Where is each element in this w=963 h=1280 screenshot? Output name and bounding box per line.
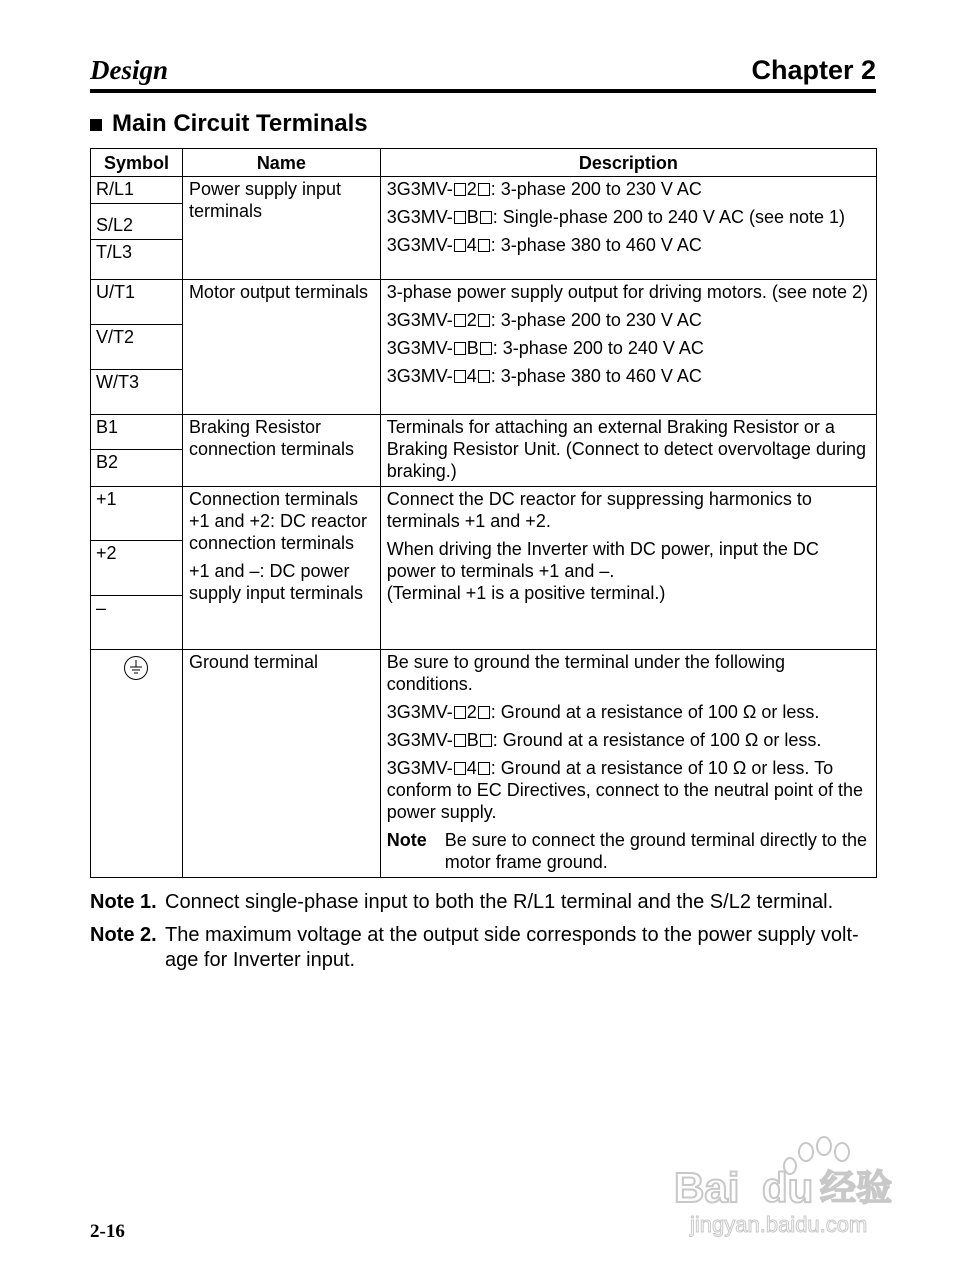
symbol-cell <box>91 650 183 878</box>
description-line: 3-phase power supply output for driving motors. (see note 2) <box>386 282 868 302</box>
column-header-description: Description <box>380 149 876 177</box>
description-line: 3G3MV- 2 : Ground at a resistance of 100 Ω or less. <box>386 702 820 722</box>
footnote-text: The maximum voltage at the output side corresponds to the power supply volt-age for Inverter input. <box>165 924 859 971</box>
description-line: Connect the DC reactor for suppressing harmonics to terminals +1 and +2. <box>386 489 812 531</box>
name-cell <box>182 487 380 650</box>
section-title-text: Main Circuit Terminals <box>112 110 368 137</box>
symbol-cell: +2 <box>91 541 183 596</box>
description-cell <box>380 280 876 415</box>
section-title <box>90 110 368 138</box>
name-cell: Ground terminal <box>182 650 380 878</box>
name-cell: Motor output terminals <box>182 280 380 415</box>
footnote-text: Connect single-phase input to both the R/L1 terminal and the S/L2 terminal. <box>165 891 834 913</box>
column-header-name: Name <box>182 149 380 177</box>
description-cell <box>380 650 876 878</box>
table-row <box>91 650 877 878</box>
footnote <box>90 923 877 973</box>
watermark-url: jingyan.baidu.com <box>690 1212 868 1237</box>
symbol-cell: B2 <box>91 449 183 486</box>
symbol-cell: R/L1 <box>91 177 183 204</box>
table-header-row <box>91 149 877 177</box>
symbol-cell: U/T1 <box>91 280 183 325</box>
description-line: 3G3MV- B : 3-phase 200 to 240 V AC <box>386 338 704 358</box>
description-line: 3G3MV- B : Ground at a resistance of 100 Ω or less. <box>386 730 822 750</box>
square-bullet-icon <box>90 119 102 131</box>
description-line: When driving the Inverter with DC power, input the DC power to terminals +1 and –. <box>386 539 819 581</box>
description-cell <box>380 415 876 487</box>
header-rule <box>90 89 876 93</box>
footnotes <box>90 890 877 981</box>
description-cell <box>380 487 876 650</box>
baidu-watermark-logo <box>670 1132 910 1242</box>
name-part: Connection terminals +1 and +2: DC reactor connection terminals <box>188 489 368 553</box>
description-line: (Terminal +1 is a positive terminal.) <box>386 583 666 603</box>
note-text: Be sure to connect the ground terminal directly to the motor frame ground. <box>444 830 867 872</box>
symbol-cell: V/T2 <box>91 325 183 370</box>
description-line: 3G3MV- 4 : 3-phase 380 to 460 V AC <box>386 235 702 255</box>
symbol-cell: W/T3 <box>91 370 183 415</box>
page-header <box>90 54 876 90</box>
description-cell <box>380 177 876 280</box>
terminals-table <box>90 148 877 878</box>
table-row <box>91 487 877 541</box>
svg-text:经验: 经验 <box>820 1168 893 1209</box>
note-label: Note <box>386 830 427 850</box>
footnote-label: Note 2. <box>90 924 157 946</box>
footnote <box>90 890 877 915</box>
table-row <box>91 177 877 204</box>
page-number: 2-16 <box>90 1221 125 1242</box>
description-line: 3G3MV- 4 : Ground at a resistance of 10 Ω or less. To conform to EC Directives, connect to the neutral point of the power supply. <box>386 758 863 822</box>
name-cell: Braking Resistor connection terminals <box>182 415 380 487</box>
description-line: 3G3MV- 2 : 3-phase 200 to 230 V AC <box>386 310 702 330</box>
ground-note <box>387 829 871 873</box>
description-line: 3G3MV- 2 : 3-phase 200 to 230 V AC <box>386 179 702 199</box>
name-part: +1 and –: DC power supply input terminals <box>188 561 364 603</box>
name-cell: Power supply input terminals <box>182 177 380 280</box>
symbol-cell: T/L3 <box>91 240 183 280</box>
description-line: Terminals for attaching an external Braking Resistor or a Braking Resistor Unit. (Connect to detect overvoltage during braking.) <box>386 417 866 481</box>
table-row <box>91 415 877 450</box>
column-header-symbol: Symbol <box>91 149 183 177</box>
svg-text:du: du <box>762 1164 814 1211</box>
header-section-label: Design <box>90 55 169 85</box>
symbol-cell: +1 <box>91 487 183 541</box>
description-line: 3G3MV- B : Single-phase 200 to 240 V AC (see note 1) <box>386 207 846 227</box>
table-row <box>91 280 877 325</box>
description-line: Be sure to ground the terminal under the following conditions. <box>386 652 785 694</box>
svg-text:Bai: Bai <box>674 1164 740 1211</box>
footnote-label: Note 1. <box>90 891 157 913</box>
header-chapter-label: Chapter 2 <box>751 55 876 85</box>
ground-icon <box>123 655 149 681</box>
symbol-cell: B1 <box>91 415 183 450</box>
symbol-cell: – <box>91 596 183 650</box>
symbol-cell: S/L2 <box>91 204 183 240</box>
description-line: 3G3MV- 4 : 3-phase 380 to 460 V AC <box>386 366 702 386</box>
